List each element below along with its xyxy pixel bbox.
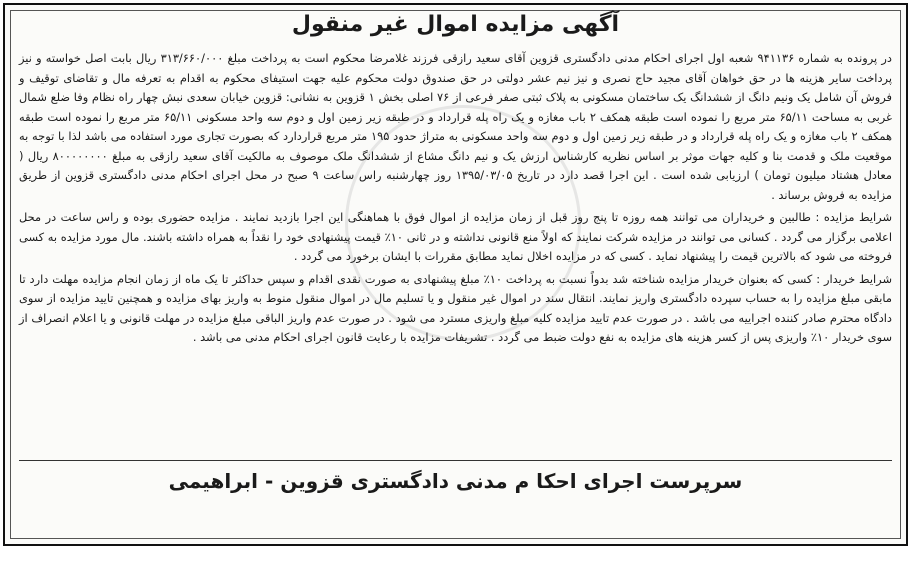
notice-title: آگهی مزایده اموال غیر منقول — [291, 12, 620, 37]
notice-paragraph-buyer-terms: شرایط خریدار : کسی که بعنوان خریدار مزایده شناخته شد بدواً نسبت به پرداخت ۱۰٪ مبلغ پیشنهادی به صورت نقدی اقدام و سپس حداکثر تا یک ماه از زمان انجام مزایده مهلت دارد تا مابقی مبلغ مزایده را به حساب سپرده دادگستری واریز نمایند. انتقال سند در اموال غیر منقول و یا تسلیم مال در اموال منقول منوط به واریز بهای مزایده و همچنین تایید مزایده از سوی دادگاه محترم صادر کننده اجراییه می باشد . در صورت عدم تایید مزایده کلیه مبلغ واریزی مسترد می شود . در صورت عدم واریز الباقی مبلغ مزایده در مهلت قانونی و یا اعلام انصراف از سوی خریدار ۱۰٪ واریزی پس از کسر هزینه های مزایده به نفع دولت ضبط می گردد . تشریفات مزایده با رعایت قانون اجرای احکام مدنی می باشد . — [19, 271, 892, 344]
notice-paragraph-auction-terms: شرایط مزایده : طالبین و خریداران می توانند همه روزه تا پنج روز قبل از زمان مزایده از اموال فوق با هماهنگی این اجرا بازدید نمایند . مزایده حضوری بوده و راس ساعت در محل اعلامی برگزار می گردد . کسانی می توانند در مزایده شرکت نمایند که اولاً منع قانونی نداشته و در ثانی ۱۰٪ قیمت پیشنهادی خود را نقداً به همراه داشته باشند. مال مورد مزایده به کسی فروخته می شود که بالاترین قیمت را پیشنهاد نماید . کسی که در مزایده اخلال نماید مطابق مقررات با ایشان برخورد می گردد . — [19, 210, 892, 263]
notice-signature: سرپرست اجرای احکا م مدنی دادگستری قزوین - ابراهیمی — [168, 469, 743, 493]
footer-divider — [19, 460, 892, 461]
notice-frame — [3, 3, 908, 546]
notice-paragraph-main: در پرونده به شماره ۹۴۱۱۳۶ شعبه اول اجرای احکام مدنی دادگستری قزوین آقای سعید رازقی فرزند غلامرضا محکوم است به پرداخت مبلغ ۳۱۳/۶۶۰/۰۰۰ ریال بابت اصل خواسته و نیز پرداخت سایر هزینه ها در حق خواهان آقای مجید حاج نصری و نیز نیم عشر دولتی در حق صندوق دولت محکوم علیه جهت استیفای محکوم به اقدام به تعرفه مال و تقاضای توقیف و فروش آن شامل یک ونیم دانگ از ششدانگ یک ساختمان مسکونی به پلاک ثبتی صفر فرعی از ۷۶ اصلی بخش ۱ قزوین به نشانی: قزوین خیابان سعدی نبش چهار راه نظام وفا ضلع شمال غربی به مساحت ۶۵/۱۱ متر مربع را نموده است طبقه همکف ۲ باب مغازه و یک راه پله قرارداد و در طبقه زیر زمین اول و دوم سه واحد مسکونی ۶۵/۱۱ متر مربع را نموده است طبقه همکف ۲ باب مغازه و یک راه پله قرارداد و در طبقه زیر زمین اول و دوم سه واحد مسکونی به متراژ حدود ۱۹۵ متر مربع قراردارد که بصورت تجاری مورد استفاده می باشد لذا با توجه به موقعیت ملک و قدمت بنا و کلیه جهات موثر بر اساس نظریه کارشناس ارزش یک و نیم دانگ مشاع از ششدانگ ملک موصوف به مالکیت آقای سعید رازقی به مبلغ ۸۰۰۰۰۰۰۰۰ ریال ( معادل هشتاد میلیون تومان ) ارزیابی شده است . این اجرا قصد دارد در تاریخ ۱۳۹۵/۰۳/۰۵ روز چهارشنبه راس ساعت ۹ صبح در محل اجرای احکام مدنی دادگستری قزوین از طریق مزایده به فروش برساند . — [19, 51, 893, 202]
notice-body — [19, 49, 892, 348]
